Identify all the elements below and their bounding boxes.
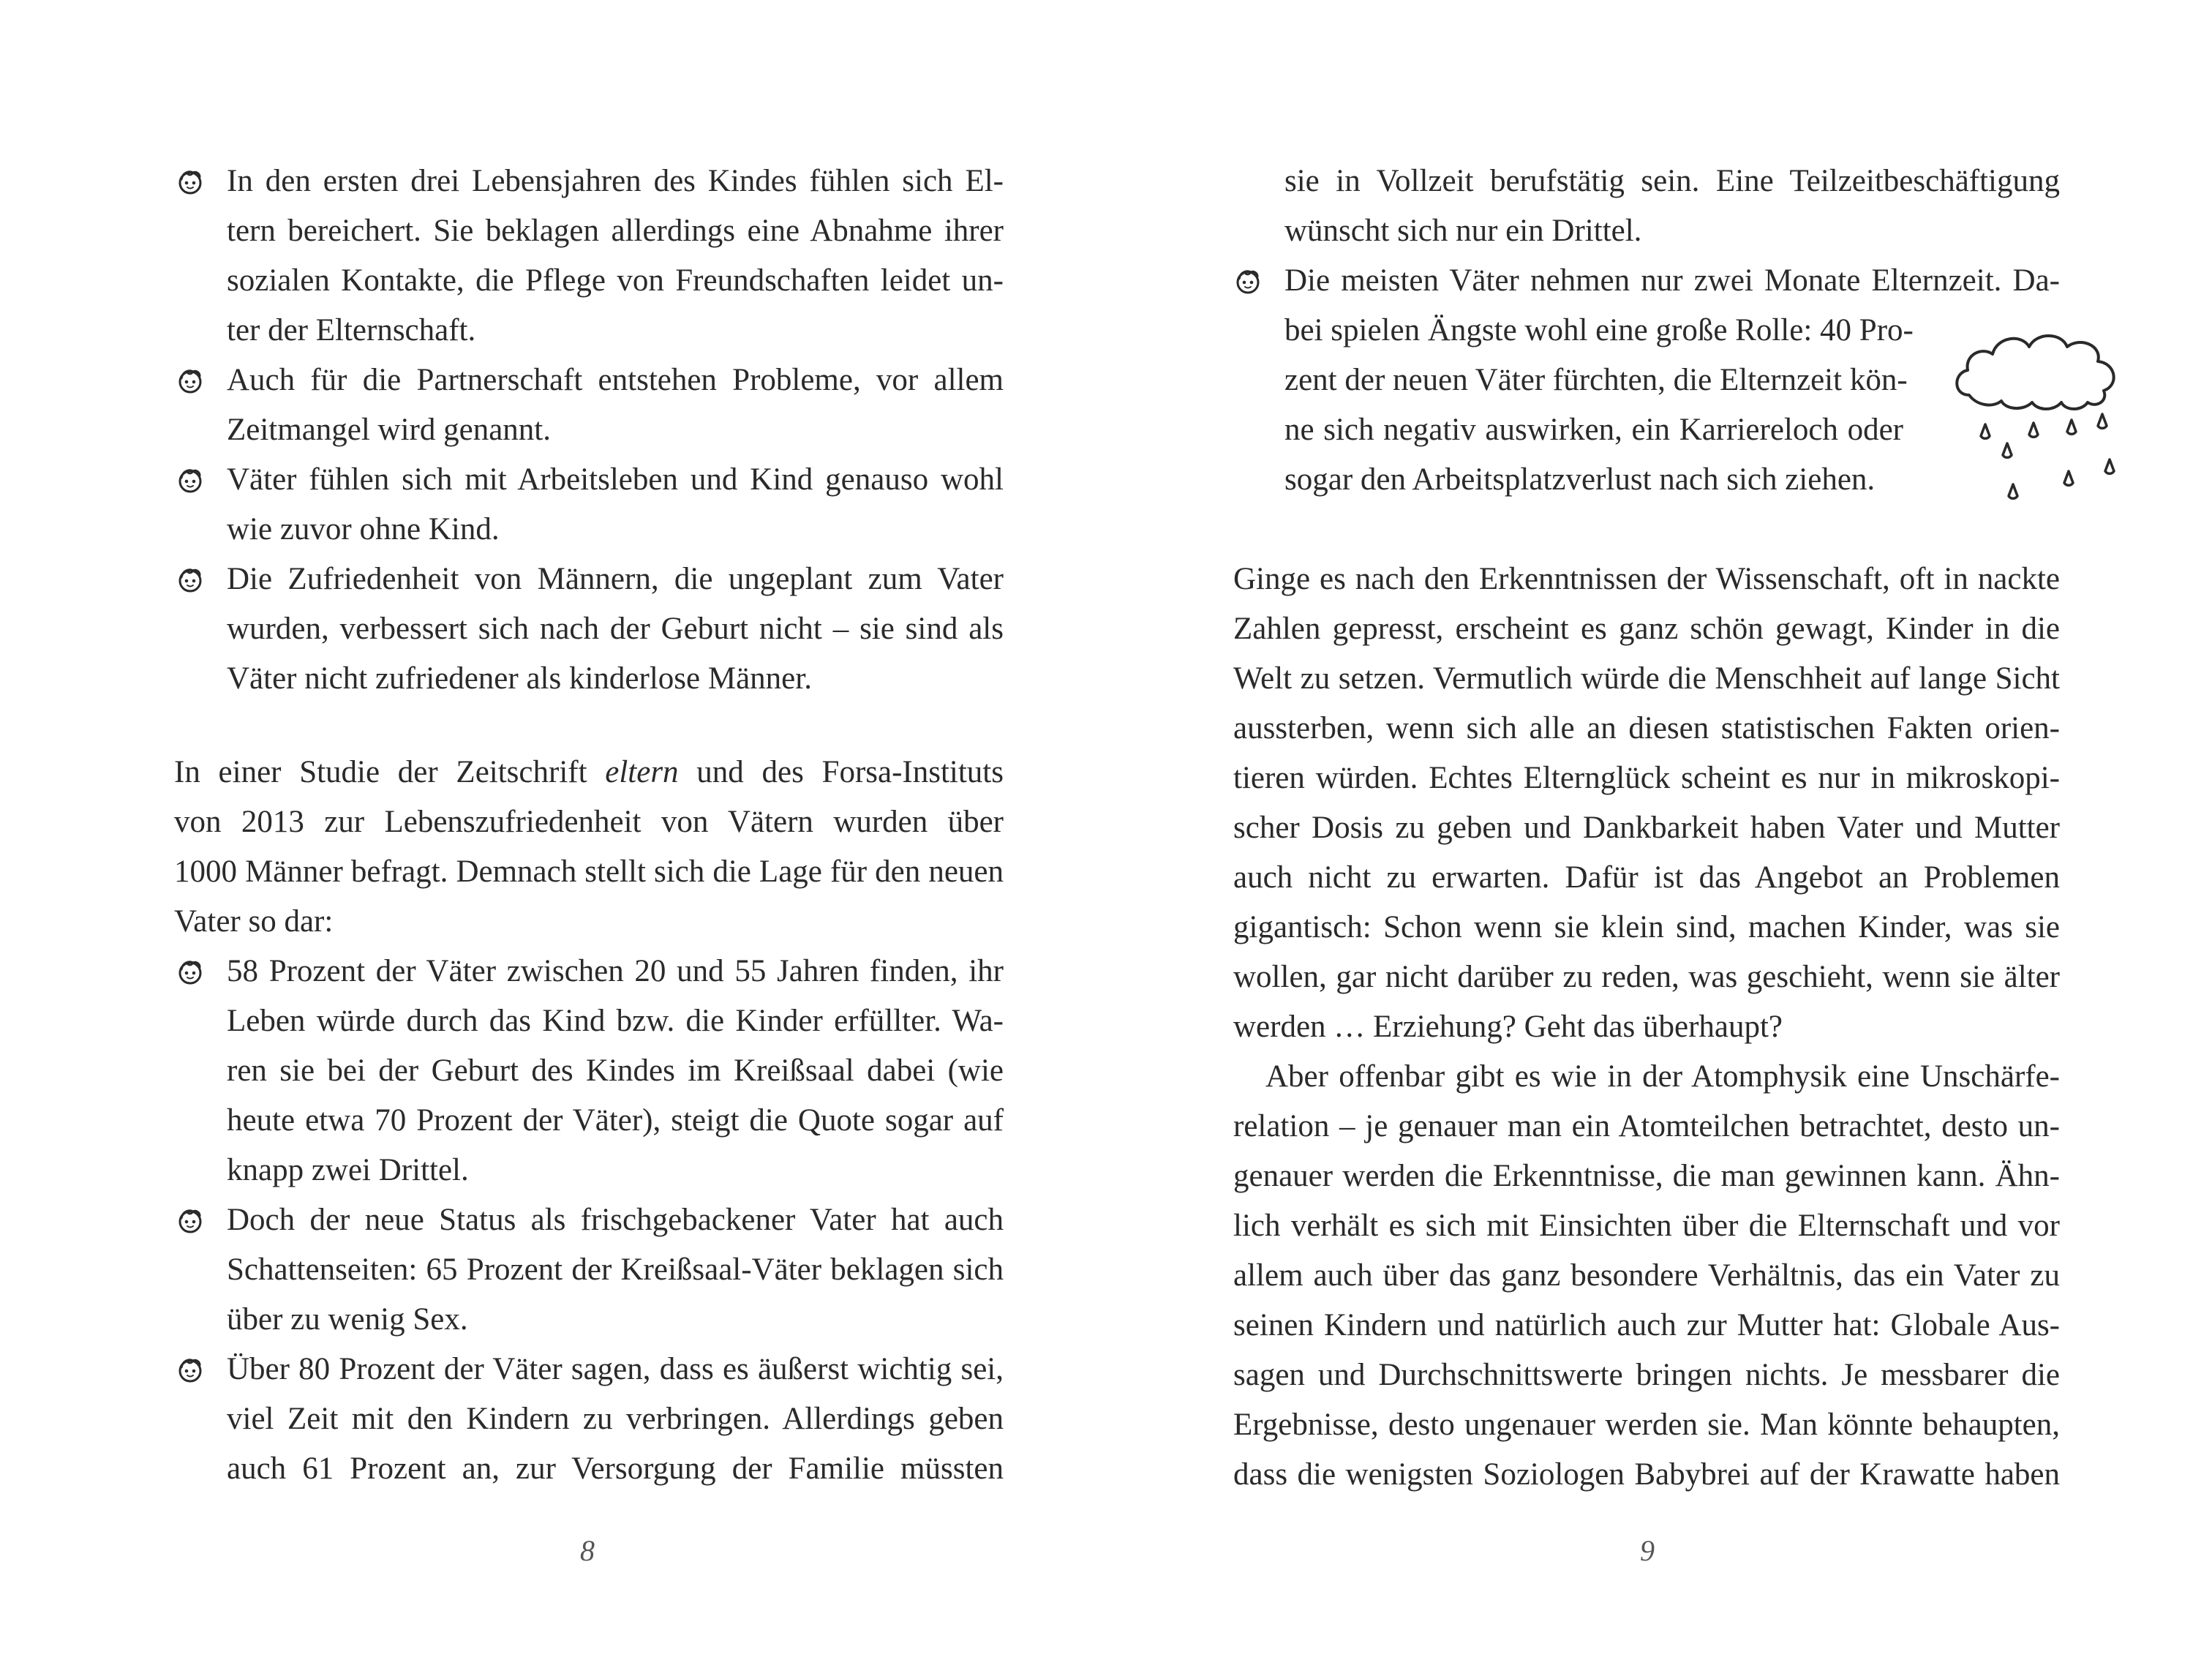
text-line: sie in Vollzeit berufstätig sein. Eine Teilzeitbeschäftigung bbox=[1284, 164, 2060, 198]
paragraph-line: dass die wenigsten Soziologen Babybrei auf der Krawatte haben bbox=[1233, 1457, 2060, 1492]
child-face-bullet-icon bbox=[176, 1355, 205, 1384]
paragraph-line: tieren würden. Echtes Elternglück scheint es nur in mikroskopi- bbox=[1233, 761, 2060, 795]
paragraph-line: Ergebnisse, desto ungenauer werden sie. Man könnte behaupten, bbox=[1233, 1408, 2060, 1442]
child-face-bullet-icon bbox=[1233, 266, 1263, 296]
text-line: Schattenseiten: 65 Prozent der Kreißsaal-Väter beklagen sich bbox=[227, 1252, 1004, 1287]
text-line: auch 61 Prozent an, zur Versorgung der Familie müssten bbox=[227, 1451, 1004, 1486]
text-line: tern bereichert. Sie beklagen allerdings eine Abnahme ihrer bbox=[227, 214, 1004, 248]
text-line: ne sich negativ auswirken, ein Karriereloch oder bbox=[1284, 413, 1903, 447]
text-line: Väter nicht zufriedener als kinderlose Männer. bbox=[227, 661, 812, 696]
text-line: wünscht sich nur ein Drittel. bbox=[1284, 214, 1642, 248]
child-face-bullet-icon bbox=[176, 167, 205, 196]
paragraph-line: werden … Erziehung? Geht das überhaupt? bbox=[1233, 1010, 1783, 1044]
paragraph-line: lich verhält es sich mit Einsichten über die Elternschaft und vor bbox=[1233, 1209, 2060, 1243]
paragraph-line: Welt zu setzen. Vermutlich würde die Menschheit auf lange Sicht bbox=[1233, 661, 2060, 696]
paragraph-line: Ginge es nach den Erkenntnissen der Wissenschaft, oft in nackte bbox=[1233, 562, 2060, 596]
text-line: viel Zeit mit den Kindern zu verbringen. Allerdings geben bbox=[227, 1402, 1004, 1436]
text-line: heute etwa 70 Prozent der Väter), steigt die Quote sogar auf bbox=[227, 1103, 1004, 1138]
text-line: wie zuvor ohne Kind. bbox=[227, 512, 500, 546]
text-line: bei spielen Ängste wohl eine große Rolle: 40 Pro- bbox=[1284, 313, 1914, 348]
paragraph-line: gigantisch: Schon wenn sie klein sind, machen Kinder, was sie bbox=[1233, 910, 2060, 944]
text-line: Über 80 Prozent der Väter sagen, dass es äußerst wichtig sei, bbox=[227, 1352, 1004, 1386]
text-line: wurden, verbessert sich nach der Geburt nicht – sie sind als bbox=[227, 612, 1004, 646]
page-number: 9 bbox=[1640, 1534, 1655, 1567]
magazine-title: eltern bbox=[605, 755, 679, 789]
paragraph-line: In einer Studie der Zeitschrift eltern und des Forsa-Instituts bbox=[174, 755, 1004, 789]
paragraph-line: Zahlen gepresst, erscheint es ganz schön gewagt, Kinder in die bbox=[1233, 612, 2060, 646]
right-page bbox=[1106, 0, 2212, 1668]
child-face-bullet-icon bbox=[176, 1206, 205, 1235]
page-number: 8 bbox=[580, 1534, 595, 1567]
text-line: sozialen Kontakte, die Pflege von Freundschaften leidet un- bbox=[227, 263, 1004, 298]
paragraph-line: Aber offenbar gibt es wie in der Atomphysik eine Unschärfe- bbox=[1265, 1059, 2060, 1094]
text-line: Zeitmangel wird genannt. bbox=[227, 413, 551, 447]
text-line: knapp zwei Drittel. bbox=[227, 1153, 469, 1187]
paragraph-line: scher Dosis zu geben und Dankbarkeit haben Vater und Mutter bbox=[1233, 811, 2060, 845]
text-line: 58 Prozent der Väter zwischen 20 und 55 Jahren finden, ihr bbox=[227, 954, 1004, 988]
child-face-bullet-icon bbox=[176, 366, 205, 395]
paragraph-line: auch nicht zu erwarten. Dafür ist das Angebot an Problemen bbox=[1233, 860, 2060, 895]
text-line: sogar den Arbeitsplatzverlust nach sich ziehen. bbox=[1284, 462, 1876, 497]
text-line: ren sie bei der Geburt des Kindes im Kreißsaal dabei (wie bbox=[227, 1053, 1004, 1088]
child-face-bullet-icon bbox=[176, 565, 205, 594]
paragraph-line: 1000 Männer befragt. Demnach stellt sich die Lage für den neuen bbox=[174, 854, 1004, 889]
text-line: Die Zufriedenheit von Männern, die ungeplant zum Vater bbox=[227, 562, 1004, 596]
text-line: In den ersten drei Lebensjahren des Kindes fühlen sich El- bbox=[227, 164, 1004, 198]
text-line: ter der Elternschaft. bbox=[227, 313, 476, 348]
paragraph-line: relation – je genauer man ein Atomteilchen betrachtet, desto un- bbox=[1233, 1109, 2060, 1143]
paragraph-line: allem auch über das ganz besondere Verhältnis, das ein Vater zu bbox=[1233, 1258, 2060, 1293]
paragraph-line: Vater so dar: bbox=[174, 904, 334, 939]
text-line: zent der neuen Väter fürchten, die Elternzeit kön- bbox=[1284, 363, 1908, 397]
paragraph-line: wollen, gar nicht darüber zu reden, was geschieht, wenn sie älter bbox=[1233, 960, 2060, 994]
paragraph-line: von 2013 zur Lebenszufriedenheit von Vätern wurden über bbox=[174, 805, 1004, 839]
paragraph-line: sagen und Durchschnittswerte bringen nichts. Je messbarer die bbox=[1233, 1358, 2060, 1392]
paragraph-line: aussterben, wenn sich alle an diesen statistischen Fakten orien- bbox=[1233, 711, 2060, 745]
text-line: Väter fühlen sich mit Arbeitsleben und Kind genauso wohl bbox=[227, 462, 1004, 497]
text-line: Doch der neue Status als frischgebackener Vater hat auch bbox=[227, 1203, 1004, 1237]
rain-cloud-icon bbox=[1947, 322, 2130, 512]
text-line: Die meisten Väter nehmen nur zwei Monate Elternzeit. Da- bbox=[1284, 263, 2060, 298]
paragraph-line: seinen Kindern und natürlich auch zur Mutter hat: Globale Aus- bbox=[1233, 1308, 2060, 1342]
child-face-bullet-icon bbox=[176, 465, 205, 495]
text-line: Leben würde durch das Kind bzw. die Kinder erfüllter. Wa- bbox=[227, 1004, 1004, 1038]
child-face-bullet-icon bbox=[176, 957, 205, 986]
text-line: über zu wenig Sex. bbox=[227, 1302, 468, 1337]
paragraph-line: genauer werden die Erkenntnisse, die man gewinnen kann. Ähn- bbox=[1233, 1159, 2060, 1193]
text-line: Auch für die Partnerschaft entstehen Probleme, vor allem bbox=[227, 363, 1004, 397]
